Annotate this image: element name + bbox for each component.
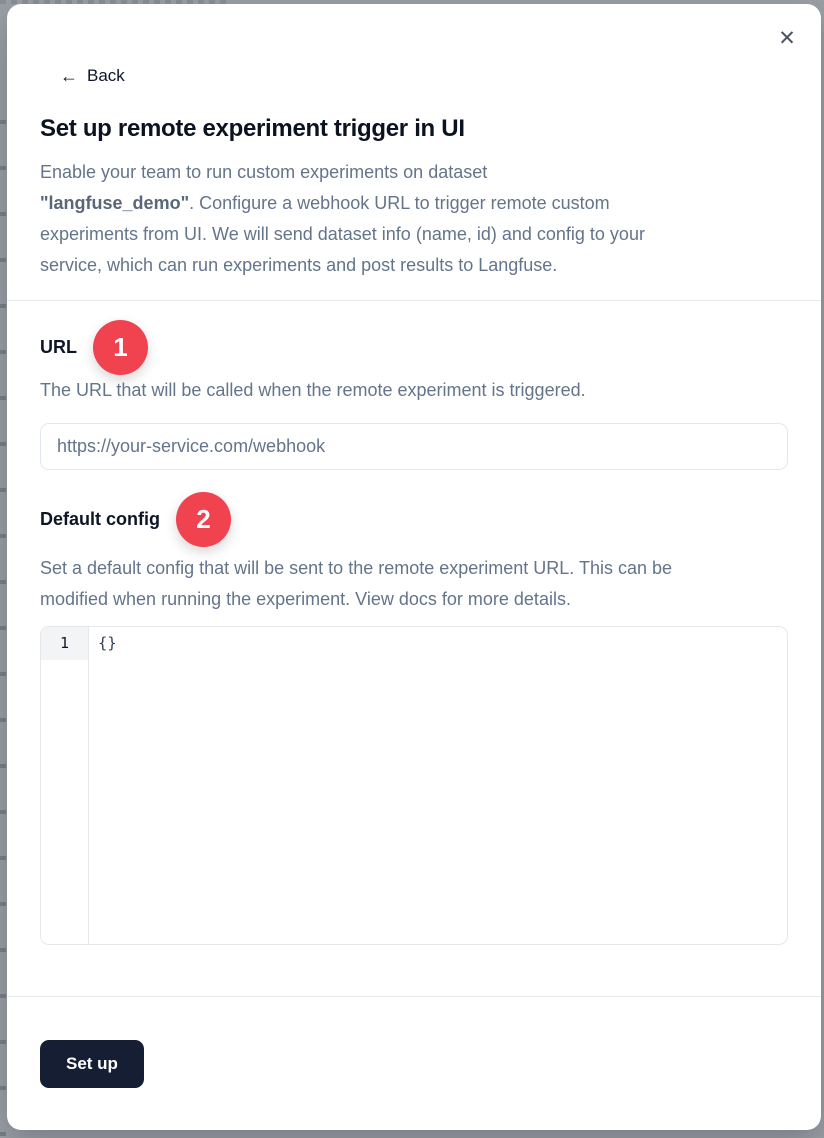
editor-code-area[interactable] xyxy=(89,627,787,944)
default-config-editor[interactable] xyxy=(40,626,788,945)
editor-line-number: 1 xyxy=(41,627,88,660)
config-field-description: Set a default config that will be sent to the remote experiment URL. This can be modified when running the experiment. View docs for more details. xyxy=(40,558,673,609)
default-config-label: Default config xyxy=(40,509,160,529)
url-label-row xyxy=(40,320,788,375)
divider-top xyxy=(7,300,821,301)
back-label: Back xyxy=(87,66,125,85)
close-icon: ✕ xyxy=(778,26,796,50)
webhook-url-input[interactable] xyxy=(40,423,788,470)
step-2-badge: 2 xyxy=(176,492,231,547)
back-button[interactable] xyxy=(60,66,125,86)
dialog-footer xyxy=(7,997,821,1088)
remote-experiment-setup-dialog xyxy=(7,4,821,1130)
config-label-row xyxy=(40,492,788,547)
intro-dataset-name: "langfuse_demo" xyxy=(40,193,190,213)
intro-line1: Enable your team to run custom experiments on dataset xyxy=(40,162,488,182)
backdrop-texture-left xyxy=(0,120,6,1138)
dialog-description xyxy=(40,157,688,281)
step-1-badge: 1 xyxy=(93,320,148,375)
url-field-label: URL xyxy=(40,337,77,357)
editor-code-line: {} xyxy=(98,634,117,652)
dialog-header xyxy=(7,4,821,281)
dialog-body xyxy=(7,320,821,945)
url-field-description: The URL that will be called when the remote experiment is triggered. xyxy=(40,380,586,400)
close-button[interactable] xyxy=(769,20,805,56)
intro-rest: . Configure a webhook URL to trigger remote custom experiments from UI. We will send dataset info (name, id) and config to your service, which can run experiments and post results to Langfuse. xyxy=(40,193,645,275)
back-arrow-icon: ← xyxy=(60,66,78,86)
set-up-button[interactable]: Set up xyxy=(40,1040,144,1088)
editor-line-number-gutter xyxy=(41,627,89,944)
dialog-title: Set up remote experiment trigger in UI xyxy=(40,115,465,142)
